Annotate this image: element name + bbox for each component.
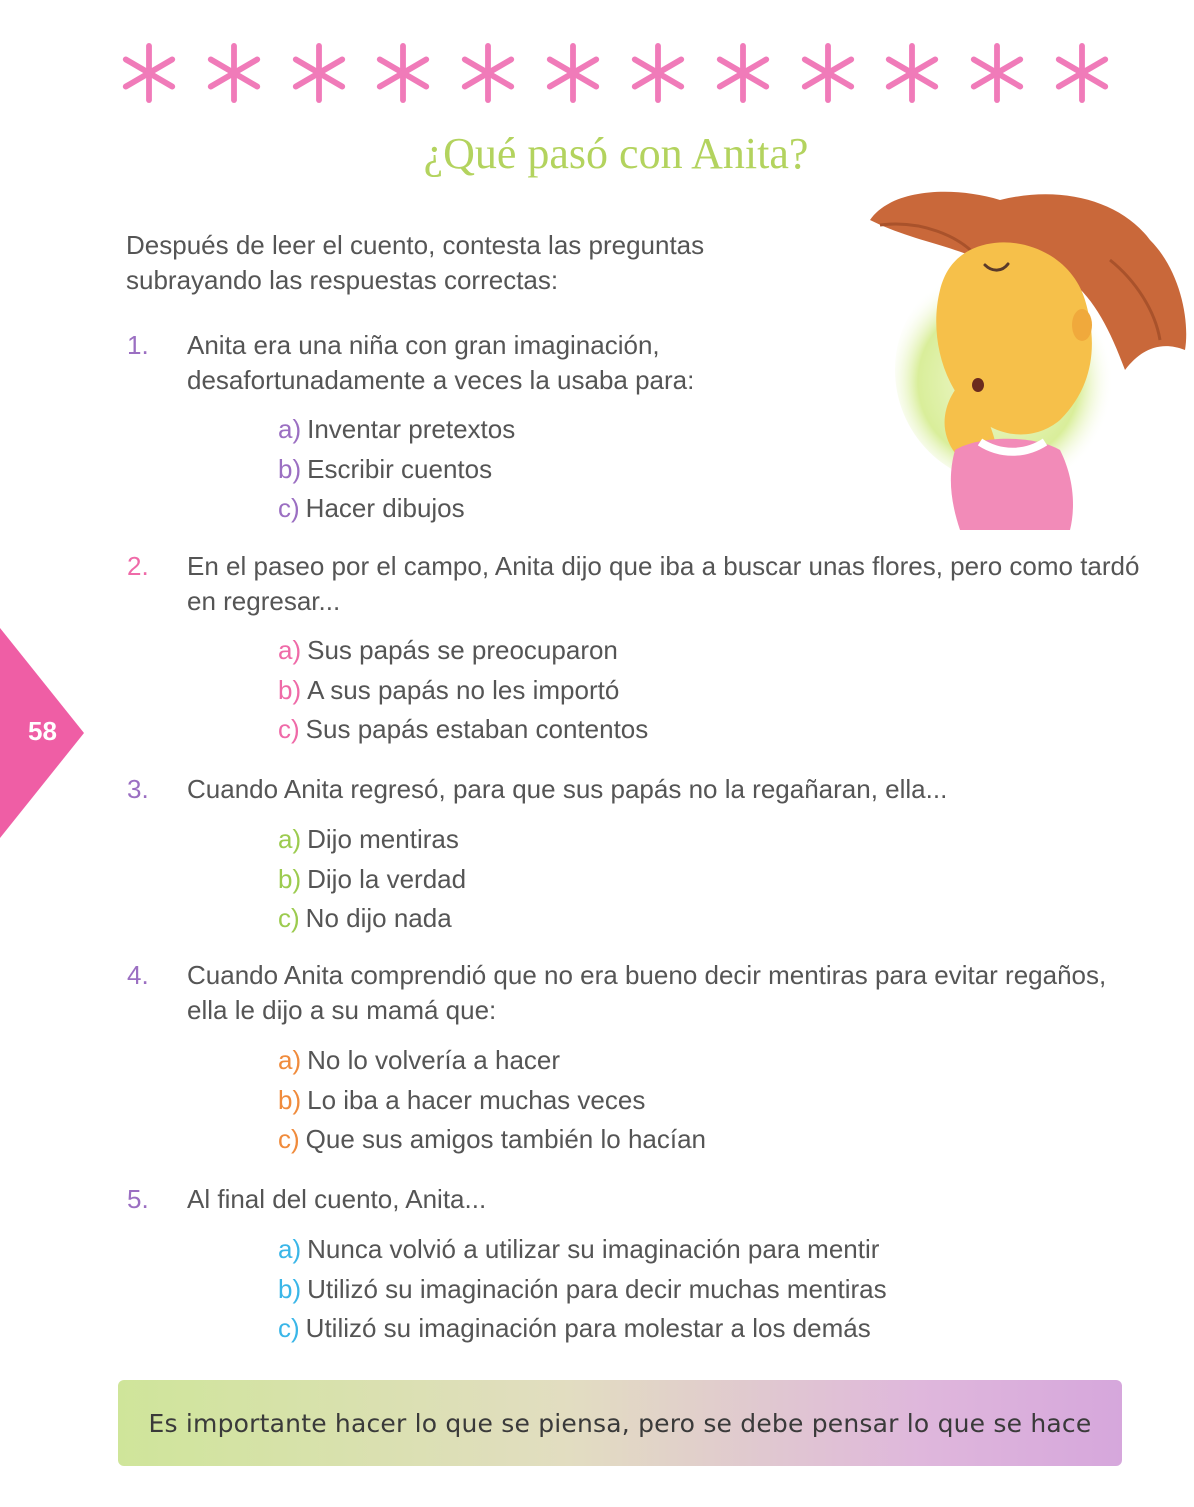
question-3 bbox=[127, 772, 1147, 807]
asterisk-icon bbox=[627, 42, 689, 104]
question-1 bbox=[127, 328, 827, 398]
option-letter: b) bbox=[278, 674, 302, 705]
question-5 bbox=[127, 1182, 1147, 1217]
option-b[interactable] bbox=[278, 450, 515, 490]
question-1-options bbox=[278, 410, 515, 529]
option-a[interactable] bbox=[278, 410, 515, 450]
page-number: 58 bbox=[28, 716, 57, 746]
asterisk-icon bbox=[966, 42, 1028, 104]
option-text: Hacer dibujos bbox=[305, 493, 465, 523]
option-letter: c) bbox=[278, 714, 300, 744]
option-text: No dijo nada bbox=[305, 903, 452, 933]
option-letter: a) bbox=[278, 635, 302, 665]
question-number: 3. bbox=[127, 774, 149, 804]
asterisk-icon bbox=[203, 42, 265, 104]
question-4-options bbox=[278, 1041, 706, 1160]
decorative-asterisk-row bbox=[118, 38, 1113, 108]
question-2-options bbox=[278, 631, 648, 750]
option-text: Escribir cuentos bbox=[307, 453, 493, 484]
asterisk-icon bbox=[797, 42, 859, 104]
question-number: 4. bbox=[127, 960, 149, 990]
option-c[interactable] bbox=[278, 1120, 706, 1160]
option-c[interactable] bbox=[278, 489, 515, 529]
option-letter: b) bbox=[278, 1273, 302, 1304]
option-b[interactable] bbox=[278, 1081, 706, 1121]
question-2 bbox=[127, 549, 1147, 619]
option-letter: a) bbox=[278, 824, 302, 854]
option-letter: c) bbox=[278, 1313, 300, 1343]
option-a[interactable] bbox=[278, 1041, 706, 1081]
option-letter: b) bbox=[278, 453, 302, 484]
option-text: Sus papás se preocuparon bbox=[307, 635, 618, 665]
option-letter: b) bbox=[278, 863, 302, 894]
option-a[interactable] bbox=[278, 820, 466, 860]
asterisk-icon bbox=[118, 42, 180, 104]
asterisk-icon bbox=[457, 42, 519, 104]
option-text: No lo volvería a hacer bbox=[307, 1045, 561, 1075]
option-b[interactable] bbox=[278, 1270, 887, 1310]
option-text: Que sus amigos también lo hacían bbox=[305, 1124, 707, 1154]
option-text: Dijo mentiras bbox=[307, 824, 459, 854]
question-text: En el paseo por el campo, Anita dijo que iba a buscar unas flores, pero como tardó en regresar... bbox=[187, 551, 1140, 616]
asterisk-icon bbox=[881, 42, 943, 104]
question-text: Al final del cuento, Anita... bbox=[187, 1184, 487, 1214]
question-text: Anita era una niña con gran imaginación, desafortunadamente a veces la usaba para: bbox=[187, 330, 695, 395]
option-letter: c) bbox=[278, 493, 300, 523]
question-4 bbox=[127, 958, 1147, 1028]
option-c[interactable] bbox=[278, 710, 648, 750]
option-text: Inventar pretextos bbox=[307, 414, 516, 444]
asterisk-icon bbox=[1051, 42, 1113, 104]
question-number: 5. bbox=[127, 1184, 149, 1214]
asterisk-icon bbox=[288, 42, 350, 104]
option-text: A sus papás no les importó bbox=[307, 674, 620, 705]
asterisk-icon bbox=[372, 42, 434, 104]
question-text: Cuando Anita regresó, para que sus papás no la regañaran, ella... bbox=[187, 774, 948, 804]
asterisk-icon bbox=[542, 42, 604, 104]
girl-thinking-illustration bbox=[860, 180, 1190, 530]
question-3-options bbox=[278, 820, 466, 939]
question-number: 1. bbox=[127, 330, 149, 360]
asterisk-icon bbox=[712, 42, 774, 104]
question-number: 2. bbox=[127, 551, 149, 581]
page-title: ¿Qué pasó con Anita? bbox=[423, 129, 809, 178]
option-letter: a) bbox=[278, 414, 302, 444]
option-text: Utilizó su imaginación para decir muchas mentiras bbox=[307, 1273, 887, 1304]
option-text: Sus papás estaban contentos bbox=[305, 714, 649, 744]
instructions: Después de leer el cuento, contesta las preguntas subrayando las respuestas correctas: bbox=[126, 230, 705, 295]
option-letter: a) bbox=[278, 1234, 302, 1264]
option-c[interactable] bbox=[278, 899, 466, 939]
option-letter: c) bbox=[278, 1124, 300, 1154]
option-text: Lo iba a hacer muchas veces bbox=[307, 1084, 646, 1115]
option-letter: c) bbox=[278, 903, 300, 933]
option-a[interactable] bbox=[278, 631, 648, 671]
option-text: Utilizó su imaginación para molestar a los demás bbox=[305, 1313, 871, 1343]
option-b[interactable] bbox=[278, 860, 466, 900]
option-text: Nunca volvió a utilizar su imaginación para mentir bbox=[307, 1234, 880, 1264]
moral-banner bbox=[118, 1380, 1122, 1466]
banner-text: Es importante hacer lo que se piensa, pero se debe pensar lo que se hace bbox=[148, 1408, 1092, 1438]
question-text: Cuando Anita comprendió que no era bueno decir mentiras para evitar regaños, ella le dijo a su mamá que: bbox=[187, 960, 1107, 1025]
option-letter: b) bbox=[278, 1084, 302, 1115]
question-5-options bbox=[278, 1230, 887, 1349]
option-c[interactable] bbox=[278, 1309, 887, 1349]
option-b[interactable] bbox=[278, 671, 648, 711]
option-text: Dijo la verdad bbox=[307, 863, 467, 894]
option-letter: a) bbox=[278, 1045, 302, 1075]
option-a[interactable] bbox=[278, 1230, 887, 1270]
